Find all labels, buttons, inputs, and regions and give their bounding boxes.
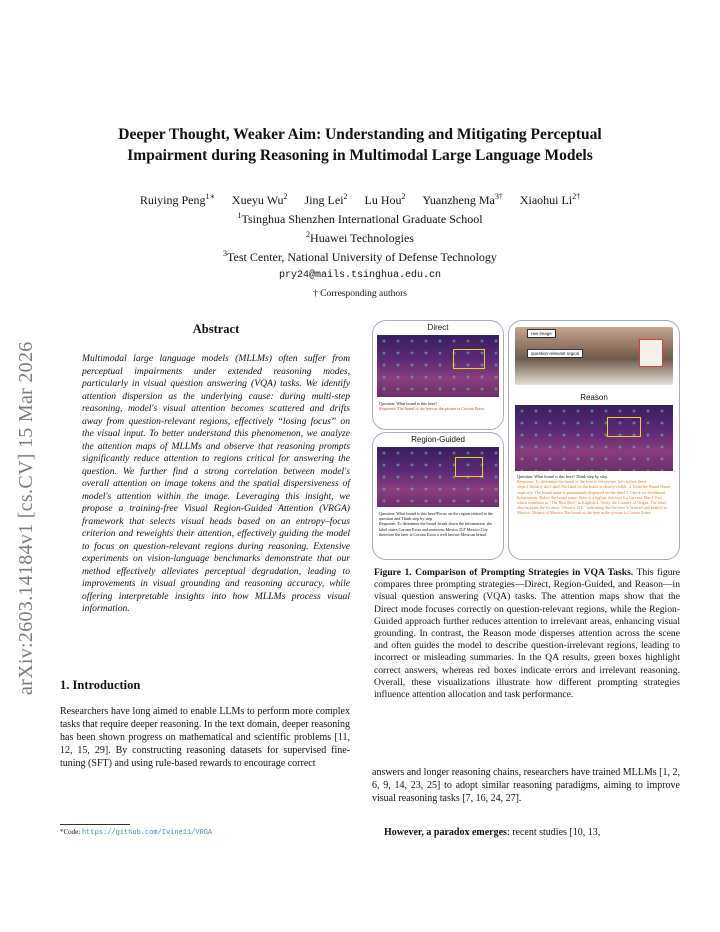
author-list xyxy=(60,189,660,208)
qa-text: Question: What brand is this beer? Response: The brand of the beer in the picture is Corona Extra. xyxy=(379,401,485,412)
paper-title xyxy=(60,124,660,166)
attention-map-image xyxy=(515,405,673,471)
title-line-1: Deeper Thought, Weaker Aim: Understanding and Mitigating Perceptual xyxy=(118,126,602,143)
affiliation: $^1$Tsinghua Shenzhen International Graduate School xyxy=(237,211,483,226)
author: Xiaohui $Li^{2\dagger}$ xyxy=(519,192,581,207)
attention-map-image xyxy=(377,447,499,507)
panel-direct xyxy=(372,320,504,430)
intro-text: Researchers have long aimed to enable LLMs to perform more complex tasks that require deeper reasoning. In the text domain, deeper reasoning has been shown progress on mathematical and scientific problems [11, 12, 15, 29]. By constructing reasoning datasets for supervised fine-tuning (SFT) and using rule-based rewards to encourage correct xyxy=(60,706,350,769)
footnote-divider xyxy=(60,824,130,825)
body-paragraph: However, a paradox emerges: recent studies [10, 13, xyxy=(384,827,601,838)
qa-text: Question: What brand is this beer? Think step by step. Response: To determine the brand of the beer in the picture, let's follow these steps:1.Identify the Label.The label on the bottle is clearly visible. 2. Read the Brand Name explicitly. The brand name is prominently displayed on the label.3. Check for Additional Information: Below the brand name, there is a tagline that says La Cerveza Mas F Fiel, which translates to "The Best Beer" in English.4. Verify the Country of Origin: The label also includes the location "Mexico, D.F." indicating that the beer is brewed and bottled in Mexico, District of Mexico.The brand of the beer in the picture is Corona Extra. xyxy=(517,474,671,516)
figure-caption: Figure 1. Comparison of Prompting Strategies in VQA Tasks. This figure compares three prompting strategies—Direct, Region-Guided, and Reason—in visual question answering (VQA) tasks. The attention maps show that the Direct mode focuses correctly on question-relevant regions, while the Region-Guided approach further reduces attention to irrelevant areas, enhancing visual grounding. In contrast, the Reason mode disperses attention across the scene and often guides the model to describe question-irrelevant regions, leading to incorrect or misleading summaries. In the QA results, green boxes highlight correct answers, whereas red boxes indicate errors and irrelevant reasoning. Overall, these visualizations illustrate how different prompting strategies influence attention allocation and task performance. xyxy=(374,567,680,701)
code-link[interactable]: https://github.com/Ivine11/VRGA xyxy=(81,829,213,837)
highlight-box xyxy=(453,349,485,369)
panel-reason xyxy=(508,320,680,560)
title-line-2: Impairment during Reasoning in Multimodal Large Language Models xyxy=(127,147,593,164)
highlight-box xyxy=(607,417,641,437)
highlight-box xyxy=(455,457,483,477)
raw-photo xyxy=(515,327,673,385)
body-paragraph: answers and longer reasoning chains, researchers have trained MLLMs [1, 2, 6, 9, 14, 23, 25] to adopt similar reasoning paradigms, aiming to improve visual reasoning tasks [7, 16, 24, 27]. xyxy=(372,767,680,804)
arxiv-identifier: arXiv:2603.14184v1 [cs.CV] 15 Mar 2026 xyxy=(14,341,37,695)
beer-crop xyxy=(639,339,663,367)
panel-title: Direct xyxy=(427,323,449,332)
panel-title: Reason xyxy=(580,393,608,402)
panel-region-guided xyxy=(372,432,504,560)
footnote: *Code: https://github.com/Ivine11/VRGA xyxy=(60,828,213,837)
panel-title: Region-Guided xyxy=(411,435,465,444)
author-block xyxy=(60,189,660,302)
affiliation: $^3$Test Center, National University of Defense Technology xyxy=(223,249,497,264)
region-tag: question-relevant region xyxy=(527,349,583,358)
email: pry24@mails.tsinghua.edu.cn xyxy=(278,270,442,281)
intro-heading: 1. Introduction xyxy=(60,678,141,692)
author: Xueyu Wu$^2$ xyxy=(231,192,288,207)
raw-image-tag: raw image xyxy=(527,329,556,338)
abstract-text: Multimodal large language models (MLLMs) often suffer from perceptual impairments under extended reasoning modes, particularly in visual question answering (VQA) tasks. We identify attention dispersion as the underlying cause: during multi-step reasoning, model's visual attention becomes scattered and drifts away from question-relevant regions, effectively “losing focus” on the visual input. To better understand this phenomenon, we analyze the attention maps of MLLMs and observe that reasoning prompts significantly reduce attention to regions critical for answering the question. We further find a strong correlation between model's overall attention on image tokens and the spatial dispersiveness of model's attention within the image. Leveraging this insight, we propose a training-free Visual Region-Guided Attention (VRGA) framework that selects visual heads based on an entropy–focus criterion and reweights their attention, effectively guiding the model to focus on question-relevant regions during reasoning. Extensive experiments on vision-language benchmarks demonstrate that our method effectively alleviates perceptual degradation, leading to improvements in visual grounding and reasoning accuracy, while offering interpretable insights into how MLLMs process visual information. xyxy=(82,353,350,614)
abstract-heading: Abstract xyxy=(192,322,240,336)
affiliation: $^2$Huawei Technologies xyxy=(306,230,414,245)
figure-1 xyxy=(372,320,680,560)
author: Lu Hou$^2$ xyxy=(364,192,406,207)
attention-map-image xyxy=(377,335,499,397)
qa-text: Question: What brand is this beer?Focus on the region related to the question and Think step by step Response: To determine the brand ,break down the information ,the label states Corona Extra and mentions Mexico D.F Mexico City therefore the beer is Corona Extra a well known Mexican brand. xyxy=(379,511,494,537)
author: Jing Lei$^2$ xyxy=(304,192,348,207)
author: Ruiying Peng$^{1∗}$ xyxy=(139,192,215,207)
author: Yuanzheng $Ma^{3\dagger}$ xyxy=(422,192,503,207)
corresponding-note: † Corresponding authors xyxy=(313,289,407,299)
